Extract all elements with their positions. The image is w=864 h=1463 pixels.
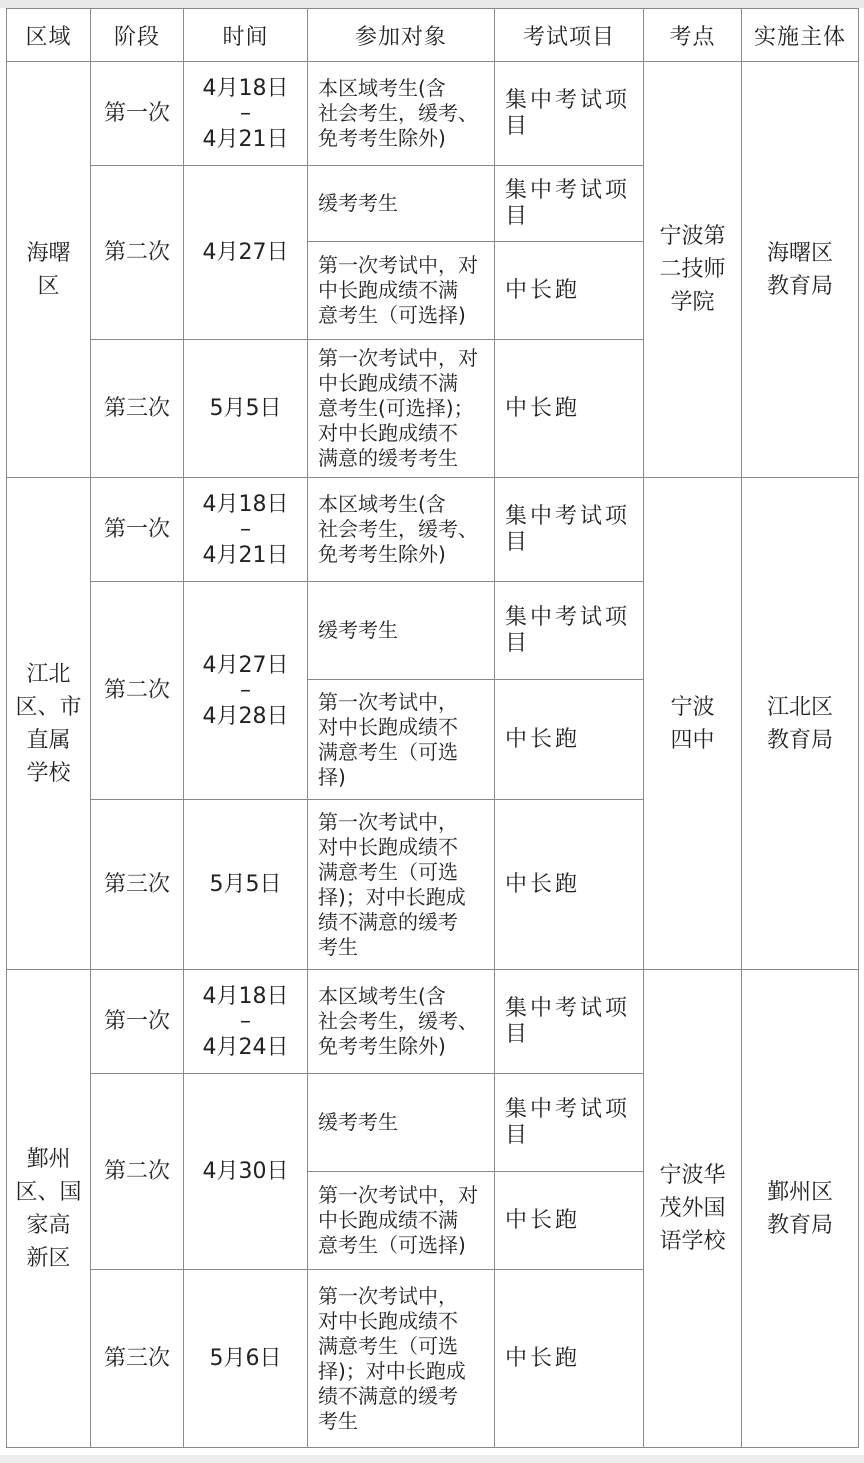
cell-line: 5月6日 xyxy=(209,1346,282,1371)
cell-line: 中长跑成绩不满 xyxy=(318,278,458,302)
stage-text: 第三次 xyxy=(103,396,170,421)
project-cell xyxy=(495,1270,644,1448)
header-cell: 时间 xyxy=(184,9,308,62)
cell-line: 区、市 xyxy=(15,694,82,720)
cell-line: 4月28日 xyxy=(202,703,289,729)
cell-line: 免考考生除外) xyxy=(318,126,446,150)
cell-line: 第一次考试中，对 xyxy=(318,1183,478,1207)
stage-text: 第三次 xyxy=(103,872,170,897)
exam-site-cell xyxy=(644,62,742,478)
cell-line: 择)；对中长跑成 xyxy=(318,1358,466,1383)
header-cell: 考试项目 xyxy=(495,9,644,62)
cell-line: 区 xyxy=(37,273,60,299)
cell-line: 第一次考试中， xyxy=(318,1283,458,1308)
cell-line: 对中长跑成绩不 xyxy=(318,714,458,739)
target-cell xyxy=(308,1172,495,1270)
cell-line: 对中长跑成绩不 xyxy=(318,421,458,445)
cell-line: 教育局 xyxy=(766,1212,833,1238)
cell-line: 集中考试项 xyxy=(505,1096,631,1122)
cell-line: 学院 xyxy=(670,290,715,315)
stage-text: 第一次 xyxy=(103,1009,170,1034)
stage-cell xyxy=(91,62,184,166)
cell-line: 本区域考生(含 xyxy=(318,76,446,100)
target-cell xyxy=(308,166,495,242)
cell-line: 江北区 xyxy=(766,694,833,720)
cell-line: 中长跑 xyxy=(505,1345,581,1371)
exam-schedule-table xyxy=(6,8,859,1448)
project-cell xyxy=(495,242,644,340)
header-cell: 区域 xyxy=(7,9,91,62)
cell-line: 4月18日 xyxy=(202,75,289,101)
cell-line: 区、国 xyxy=(15,1179,82,1205)
cell-line: 集中考试项 xyxy=(505,503,631,529)
cell-line: 意考生（可选择) xyxy=(318,303,466,327)
cell-line: 茂外国 xyxy=(659,1196,726,1221)
cell-line: 4月21日 xyxy=(202,542,289,568)
stage-cell xyxy=(91,478,184,582)
cell-line: 4月18日 xyxy=(202,491,289,517)
exam-site-cell xyxy=(644,478,742,970)
cell-line: 中长跑 xyxy=(505,726,581,752)
time-cell xyxy=(184,970,308,1074)
cell-line: 满意考生（可选 xyxy=(318,1333,458,1358)
stage-cell xyxy=(91,800,184,970)
organizer-cell xyxy=(742,478,859,970)
cell-line: 目 xyxy=(505,1021,531,1047)
stage-cell xyxy=(91,340,184,478)
cell-line: 宁波第 xyxy=(659,224,726,249)
cell-line: 满意考生（可选 xyxy=(318,739,458,764)
time-cell xyxy=(184,62,308,166)
cell-line: 择) xyxy=(318,764,346,789)
time-cell xyxy=(184,582,308,800)
stage-text: 第一次 xyxy=(103,101,170,126)
cell-line: 目 xyxy=(505,203,531,229)
target-cell xyxy=(308,1270,495,1448)
cell-line: 海曙 xyxy=(26,240,71,266)
cell-line: 考生 xyxy=(318,1408,358,1433)
stage-cell xyxy=(91,1074,184,1270)
target-cell xyxy=(308,62,495,166)
stage-text: 第三次 xyxy=(103,1346,170,1371)
organizer-cell xyxy=(742,970,859,1448)
cell-line: 4月27日 xyxy=(202,652,289,678)
target-cell xyxy=(308,478,495,582)
cell-line: – xyxy=(240,100,251,126)
time-cell xyxy=(184,340,308,478)
project-cell xyxy=(495,340,644,478)
cell-line: 对中长跑成绩不 xyxy=(318,1308,458,1333)
cell-line: 绩不满意的缓考 xyxy=(318,909,458,934)
cell-line: 语学校 xyxy=(659,1229,726,1254)
cell-line: 海曙区 xyxy=(766,240,833,266)
header-cell: 阶段 xyxy=(91,9,184,62)
table-row xyxy=(7,970,859,1074)
header-cell: 考点 xyxy=(644,9,742,62)
cell-line: 满意考生（可选 xyxy=(318,859,458,884)
cell-line: 4月24日 xyxy=(202,1034,289,1060)
cell-line: 中长跑 xyxy=(505,395,581,421)
cell-line: 鄞州 xyxy=(26,1146,71,1172)
cell-line: 择)；对中长跑成 xyxy=(318,884,466,909)
cell-line: 中长跑 xyxy=(505,871,581,897)
time-cell xyxy=(184,1074,308,1270)
project-cell xyxy=(495,62,644,166)
project-cell xyxy=(495,478,644,582)
cell-line: 鄞州区 xyxy=(766,1179,833,1205)
cell-line: – xyxy=(240,677,251,703)
cell-line: 社会考生，缓考、 xyxy=(318,101,478,125)
cell-line: 目 xyxy=(505,630,531,656)
exam-site-cell xyxy=(644,970,742,1448)
cell-line: 第一次考试中，对 xyxy=(318,253,478,277)
header-cell: 参加对象 xyxy=(308,9,495,62)
cell-line: 对中长跑成绩不 xyxy=(318,834,458,859)
project-cell xyxy=(495,1172,644,1270)
target-cell xyxy=(308,680,495,800)
table-body xyxy=(7,62,859,1448)
cell-line: 集中考试项 xyxy=(505,177,631,203)
target-cell xyxy=(308,242,495,340)
project-cell xyxy=(495,166,644,242)
stage-text: 第二次 xyxy=(103,1159,170,1184)
table-row xyxy=(7,478,859,582)
table-row xyxy=(7,62,859,166)
cell-line: 意考生（可选择) xyxy=(318,1233,466,1257)
cell-line: 新区 xyxy=(26,1245,71,1271)
cell-line: 中长跑成绩不满 xyxy=(318,1208,458,1232)
cell-line: 集中考试项 xyxy=(505,87,631,113)
project-cell xyxy=(495,680,644,800)
cell-line: 中长跑 xyxy=(505,1207,581,1233)
cell-line: 目 xyxy=(505,1122,531,1148)
cell-line: 学校 xyxy=(26,760,71,786)
cell-line: 社会考生，缓考、 xyxy=(318,1009,478,1033)
target-cell xyxy=(308,970,495,1074)
cell-line: 宁波 xyxy=(670,694,715,720)
project-cell xyxy=(495,1074,644,1172)
region-cell xyxy=(7,970,91,1448)
cell-line: 目 xyxy=(505,113,531,139)
cell-line: 中长跑 xyxy=(505,277,581,303)
cell-line: 本区域考生(含 xyxy=(318,984,446,1008)
cell-line: 免考考生除外) xyxy=(318,542,446,566)
target-cell xyxy=(308,800,495,970)
cell-line: 四中 xyxy=(670,727,715,753)
stage-text: 第二次 xyxy=(103,240,170,265)
cell-line: 5月5日 xyxy=(209,396,282,421)
cell-line: 江北 xyxy=(26,661,71,687)
cell-line: 第一次考试中， xyxy=(318,809,458,834)
region-cell xyxy=(7,62,91,478)
stage-text: 第二次 xyxy=(103,678,170,703)
cell-line: 宁波华 xyxy=(659,1163,726,1188)
cell-line: 直属 xyxy=(26,727,71,753)
cell-line: – xyxy=(240,1008,251,1034)
time-cell xyxy=(184,800,308,970)
project-cell xyxy=(495,582,644,680)
time-cell xyxy=(184,166,308,340)
cell-line: 缓考考生 xyxy=(318,618,398,642)
organizer-cell xyxy=(742,62,859,478)
header-cell: 实施主体 xyxy=(742,9,859,62)
cell-line: 二技师 xyxy=(659,257,726,282)
cell-line: 绩不满意的缓考 xyxy=(318,1383,458,1408)
cell-line: 第一次考试中，对 xyxy=(318,346,478,370)
cell-line: 家高 xyxy=(26,1212,71,1238)
cell-line: 满意的缓考考生 xyxy=(318,446,458,470)
cropped-top-text-strip xyxy=(0,0,864,8)
stage-cell xyxy=(91,582,184,800)
time-cell xyxy=(184,1270,308,1448)
cropped-bottom-text-strip xyxy=(0,1455,864,1463)
stage-cell xyxy=(91,166,184,340)
cell-line: 意考生(可选择)； xyxy=(318,396,474,420)
cell-line: 第一次考试中， xyxy=(318,689,458,714)
cell-line: 集中考试项 xyxy=(505,604,631,630)
cell-line: 教育局 xyxy=(766,273,833,299)
cell-line: 目 xyxy=(505,529,531,555)
cell-line: 5月5日 xyxy=(209,872,282,897)
stage-cell xyxy=(91,1270,184,1448)
project-cell xyxy=(495,800,644,970)
cell-line: 4月21日 xyxy=(202,126,289,152)
cell-line: – xyxy=(240,516,251,542)
cell-line: 免考考生除外) xyxy=(318,1034,446,1058)
target-cell xyxy=(308,340,495,478)
cell-line: 缓考考生 xyxy=(318,191,398,215)
cell-line: 4月30日 xyxy=(202,1159,289,1184)
cell-line: 4月27日 xyxy=(202,240,289,265)
cell-line: 考生 xyxy=(318,934,358,959)
cell-line: 社会考生，缓考、 xyxy=(318,517,478,541)
cell-line: 教育局 xyxy=(766,727,833,753)
stage-cell xyxy=(91,970,184,1074)
stage-text: 第一次 xyxy=(103,517,170,542)
target-cell xyxy=(308,582,495,680)
cell-line: 本区域考生(含 xyxy=(318,492,446,516)
cell-line: 4月18日 xyxy=(202,983,289,1009)
region-cell xyxy=(7,478,91,970)
cell-line: 集中考试项 xyxy=(505,995,631,1021)
project-cell xyxy=(495,970,644,1074)
target-cell xyxy=(308,1074,495,1172)
cell-line: 中长跑成绩不满 xyxy=(318,371,458,395)
time-cell xyxy=(184,478,308,582)
header-row xyxy=(7,9,859,62)
cell-line: 缓考考生 xyxy=(318,1110,398,1134)
